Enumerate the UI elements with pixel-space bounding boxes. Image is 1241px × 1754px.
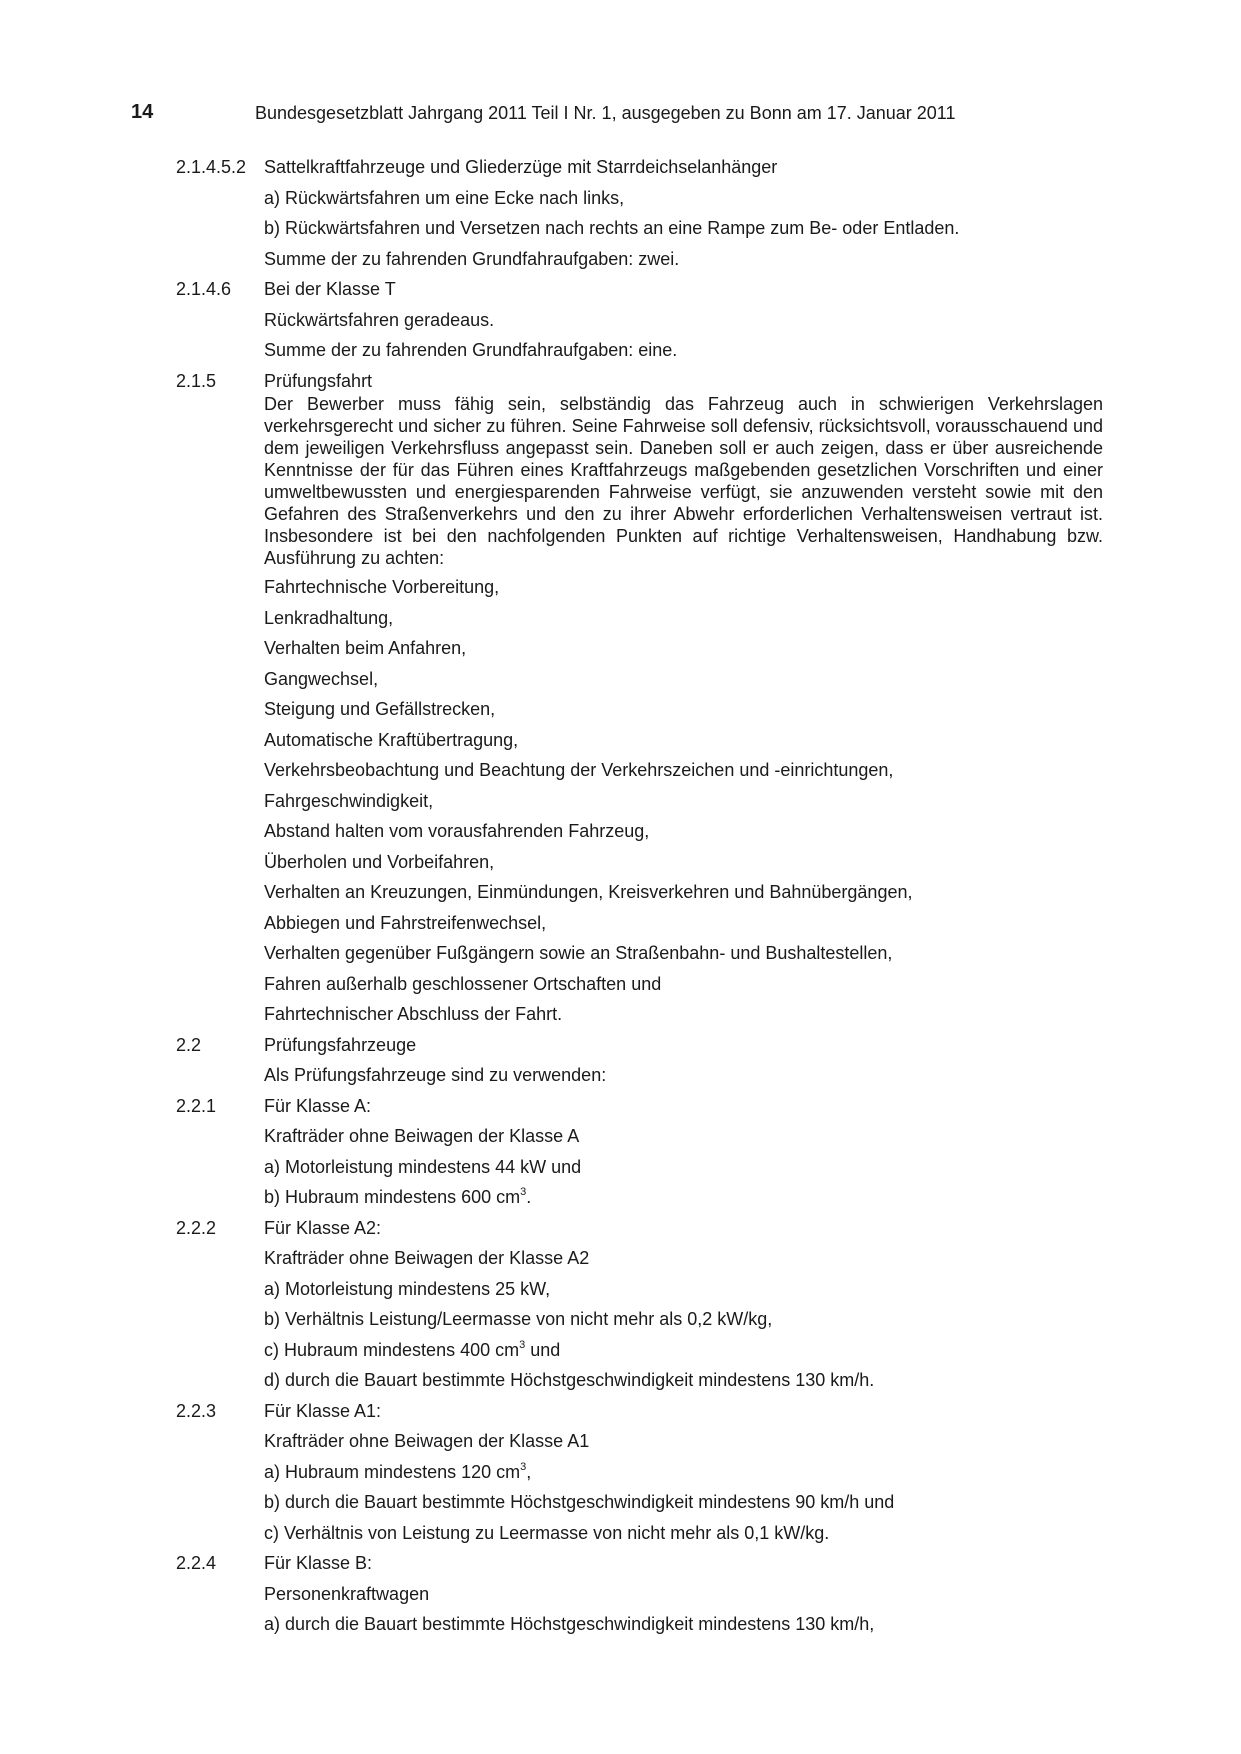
line-text [264,759,893,781]
text-line [0,309,1241,331]
line-text-main: Überholen und Vorbeifahren, [264,852,495,872]
line-text-main: a) durch die Bauart bestimmte Höchstgeschwindigkeit mindestens 130 km/h, [264,1614,875,1634]
section-number: 2.2.3 [176,1401,217,1421]
text-line [0,1064,1241,1086]
superscript: 3 [520,1461,527,1473]
line-text [264,698,495,720]
text-line [0,820,1241,842]
line-text-main: Summe der zu fahrenden Grundfahraufgaben: eine. [264,340,678,360]
text-line [0,217,1241,239]
line-text-main: Verkehrsbeobachtung und Beachtung der Verkehrszeichen und -einrichtungen, [264,760,894,780]
line-text [264,912,546,934]
line-text-main: Für Klasse A: [264,1096,372,1116]
line-text-main: Für Klasse B: [264,1553,373,1573]
line-text-main: Verhalten gegenüber Fußgängern sowie an Straßenbahn- und Bushaltestellen, [264,943,893,963]
line-text [264,790,433,812]
line-text-main: Fahrgeschwindigkeit, [264,791,434,811]
line-text-main: Verhalten an Kreuzungen, Einmündungen, Kreisverkehren und Bahnübergängen, [264,882,913,902]
line-text [264,637,466,659]
line-text-main: Personenkraftwagen [264,1584,430,1604]
section-number: 2.1.4.6 [176,279,232,299]
line-text [264,1430,589,1452]
numbered-line [0,156,1241,178]
line-text [264,576,499,598]
line-text-main: Steigung und Gefällstrecken, [264,699,496,719]
line-text-main: b) durch die Bauart bestimmte Höchstgeschwindigkeit mindestens 90 km/h und [264,1492,895,1512]
superscript: 3 [520,1186,527,1198]
line-text-main: Summe der zu fahrenden Grundfahraufgaben: zwei. [264,249,680,269]
text-line [0,1583,1241,1605]
text-line [0,698,1241,720]
text-line [0,1186,1241,1208]
line-text [264,820,649,842]
line-text-tail: , [526,1462,532,1482]
text-line [0,1339,1241,1361]
line-text [264,1613,874,1635]
numbered-line [0,278,1241,300]
line-text [264,1217,381,1239]
line-text-main: Krafträder ohne Beiwagen der Klasse A2 [264,1248,590,1268]
line-text [264,1400,381,1422]
line-text [264,1156,581,1178]
section-number: 2.2.4 [176,1553,217,1573]
text-line [0,668,1241,690]
line-text [264,1491,894,1513]
text-line [0,1278,1241,1300]
text-line [0,942,1241,964]
text-line [0,912,1241,934]
line-text-main: c) Verhältnis von Leistung zu Leermasse von nicht mehr als 0,1 kW/kg. [264,1523,830,1543]
text-line [0,248,1241,270]
line-text [264,1125,579,1147]
text-line [0,1003,1241,1025]
line-text [264,1247,589,1269]
numbered-line [0,1217,1241,1239]
line-text [264,851,494,873]
line-text-tail: und [525,1340,561,1360]
line-text [264,1003,562,1025]
line-text [264,1034,416,1056]
header-title: Bundesgesetzblatt Jahrgang 2011 Teil I Nr. 1, ausgegeben zu Bonn am 17. Januar 2011 [255,103,956,123]
line-text-main: Abstand halten vom vorausfahrenden Fahrzeug, [264,821,650,841]
line-text [264,668,378,690]
section-number: 2.2 [176,1035,202,1055]
line-text-main: Fahren außerhalb geschlossener Ortschaften und [264,974,662,994]
line-text [264,1278,550,1300]
line-text [264,217,959,239]
line-text [264,1339,560,1361]
line-text-main: c) Hubraum mindestens 400 cm [264,1340,520,1360]
line-text-main: b) Verhältnis Leistung/Leermasse von nicht mehr als 0,2 kW/kg, [264,1309,773,1329]
section-number: 2.2.1 [176,1096,217,1116]
text-line [0,1369,1241,1391]
line-text [264,1369,874,1391]
text-line [0,1491,1241,1513]
line-text [264,729,518,751]
numbered-line [0,1095,1241,1117]
line-text-main: Fahrtechnische Vorbereitung, [264,577,500,597]
line-text [264,942,892,964]
text-line [0,1125,1241,1147]
line-text [264,1461,531,1483]
line-text-main: b) Rückwärtsfahren und Versetzen nach rechts an eine Rampe zum Be- oder Entladen. [264,218,960,238]
line-text-tail: . [526,1187,532,1207]
section-number: 2.1.4.5.2 [176,157,247,177]
text-line [0,1247,1241,1269]
line-text [264,1064,606,1086]
line-text-main: a) Motorleistung mindestens 25 kW, [264,1279,551,1299]
line-text-main: Prüfungsfahrt [264,371,373,391]
line-text-main: a) Motorleistung mindestens 44 kW und [264,1157,582,1177]
line-text-main: Für Klasse A1: [264,1401,382,1421]
line-text-main: Verhalten beim Anfahren, [264,638,467,658]
line-text-main: Krafträder ohne Beiwagen der Klasse A [264,1126,580,1146]
line-text-main: Krafträder ohne Beiwagen der Klasse A1 [264,1431,590,1451]
line-text-main: Rückwärtsfahren geradeaus. [264,310,495,330]
text-line [0,187,1241,209]
line-text-main: a) Hubraum mindestens 120 cm [264,1462,521,1482]
section-number: 2.1.5 [176,371,217,391]
line-text [264,881,912,903]
line-text [264,309,494,331]
line-text-main: Fahrtechnischer Abschluss der Fahrt. [264,1004,563,1024]
line-text [264,339,677,361]
text-line [0,851,1241,873]
numbered-line [0,1400,1241,1422]
page-number: 14 [131,101,154,123]
text-line [0,637,1241,659]
line-text [264,278,396,300]
line-text [264,187,624,209]
line-text [264,156,777,178]
text-line [0,1308,1241,1330]
line-text [264,1522,829,1544]
line-text-main: Gangwechsel, [264,669,379,689]
paragraph-pruefungsfahrt: Der Bewerber muss fähig sein, selbständig das Fahrzeug auch in schwierigen Verkehrslagen verkehrsgerecht und sicher zu führen. Seine Fahrweise soll defensiv, rücksichtsvoll, vorausschauend und dem jeweiligen Verkehrsfluss angepasst sein. Daneben soll er auch zeigen, dass er über ausreichende Kenntnisse der für das Führen eines Kraftfahrzeugs maßgebenden gesetzlichen Vorschriften und einer umweltbewussten und energiesparenden Fahrweise verfügt, sie anzuwenden versteht sowie mit den Gefahren des Straßenverkehrs und den zu ihrer Abwehr erforderlichen Verhaltensweisen vertraut ist. Insbesondere ist bei den nachfolgenden Punkten auf richtige Verhaltensweisen, Handhabung bzw. Ausführung zu achten: [264,394,1103,568]
section-number: 2.2.2 [176,1218,217,1238]
text-line [0,607,1241,629]
line-text-main: Für Klasse A2: [264,1218,382,1238]
line-text-main: d) durch die Bauart bestimmte Höchstgeschwindigkeit mindestens 130 km/h. [264,1370,875,1390]
text-line [0,973,1241,995]
numbered-line [0,1552,1241,1574]
line-text [264,973,661,995]
numbered-line [0,1034,1241,1056]
superscript: 3 [519,1339,526,1351]
line-text [264,248,679,270]
line-text [264,1186,531,1208]
line-text-main: Bei der Klasse T [264,279,396,299]
line-text [264,1583,429,1605]
line-text-main: Abbiegen und Fahrstreifenwechsel, [264,913,547,933]
numbered-line [0,370,1241,392]
text-line [0,881,1241,903]
text-line [0,1613,1241,1635]
line-text-main: a) Rückwärtsfahren um eine Ecke nach links, [264,188,625,208]
text-line [0,576,1241,598]
line-text-main: Sattelkraftfahrzeuge und Gliederzüge mit Starrdeichselanhänger [264,157,778,177]
text-line [0,1156,1241,1178]
line-text-main: Automatische Kraftübertragung, [264,730,519,750]
line-text-main: Lenkradhaltung, [264,608,394,628]
line-text-main: b) Hubraum mindestens 600 cm [264,1187,521,1207]
line-text-main: Prüfungsfahrzeuge [264,1035,417,1055]
text-line [0,790,1241,812]
line-text [264,1095,371,1117]
text-line [0,729,1241,751]
line-text [264,1308,772,1330]
text-line [0,339,1241,361]
line-text [264,607,393,629]
text-line [0,1461,1241,1483]
line-text [264,1552,372,1574]
text-line [0,759,1241,781]
text-line [0,1522,1241,1544]
text-line [0,1430,1241,1452]
line-text-main: Als Prüfungsfahrzeuge sind zu verwenden: [264,1065,607,1085]
line-text [264,370,372,392]
